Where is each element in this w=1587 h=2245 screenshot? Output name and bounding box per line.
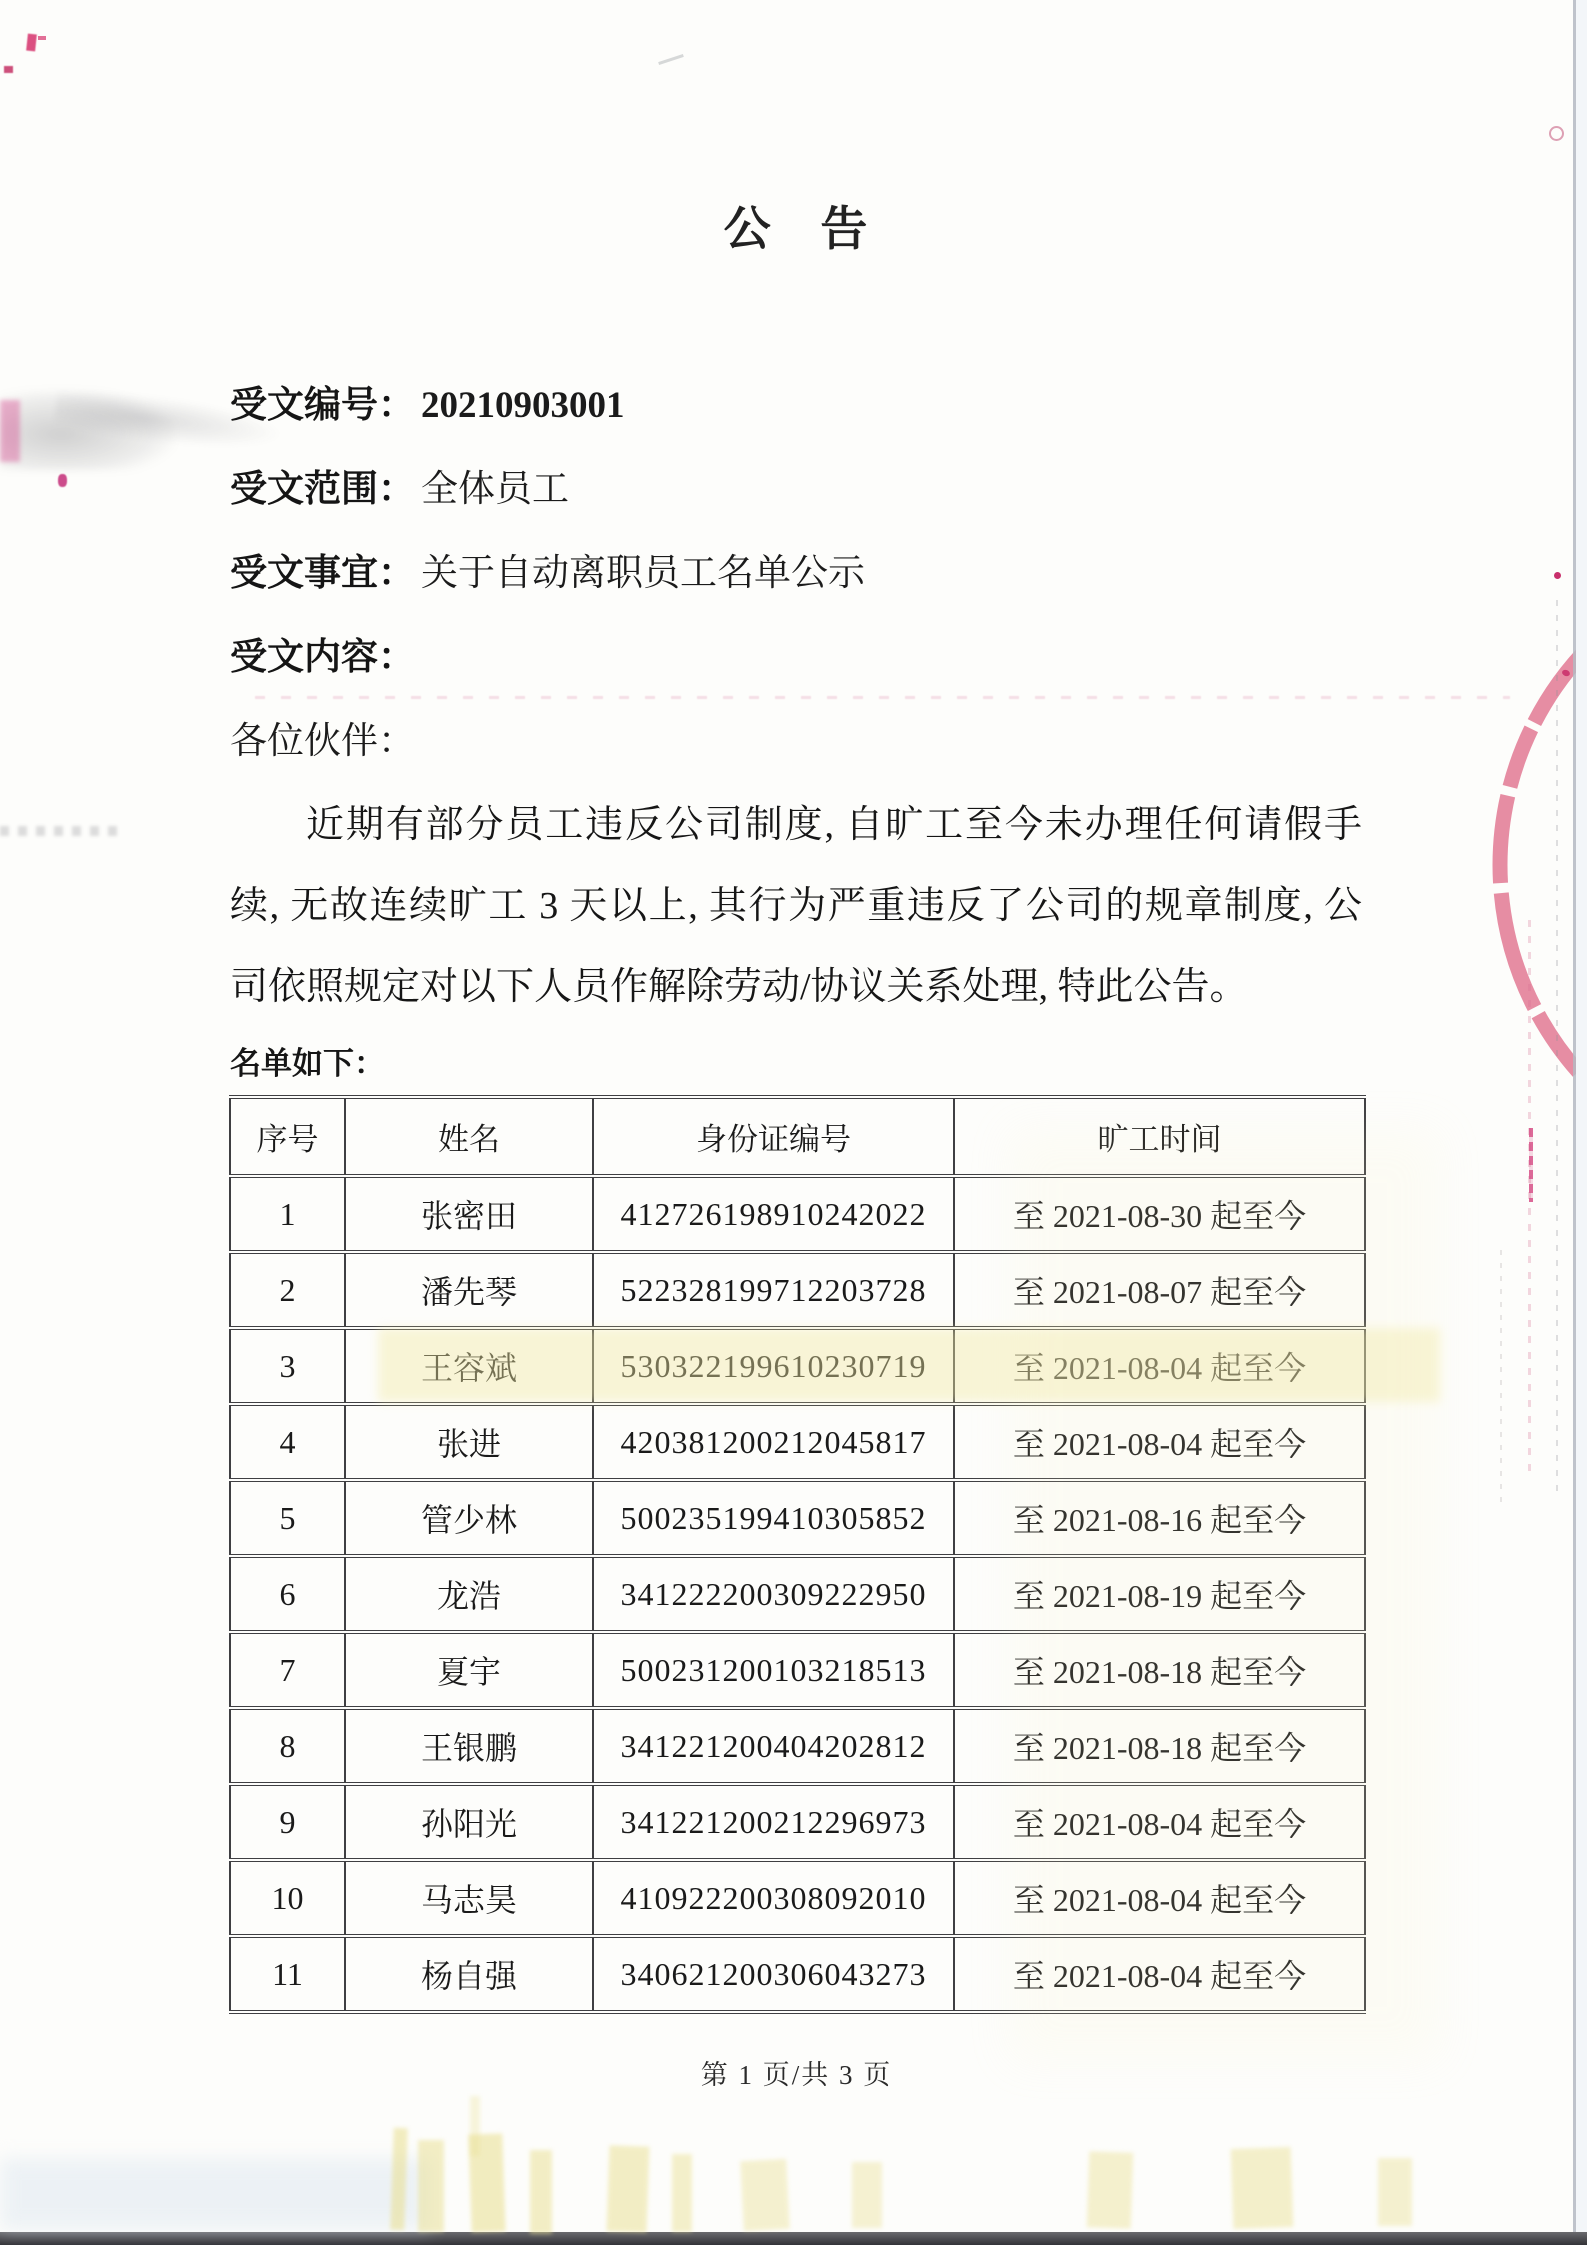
body-line: 近期有部分员工违反公司制度, 自旷工至今未办理任何请假手 [306, 804, 1362, 846]
absence-period: 至 2021-08-07 起至今 [954, 1252, 1365, 1328]
id-number: 500231200103218513 [593, 1632, 954, 1708]
header-name: 姓名 [345, 1097, 593, 1176]
field-subject-label: 受文事宜： [230, 553, 415, 594]
row-serial-number: 8 [230, 1708, 345, 1784]
field-doc-number [230, 383, 1370, 429]
id-number: 341222200309222950 [593, 1556, 954, 1632]
company-stamp [1428, 620, 1587, 1090]
scan-right-margin [1576, 0, 1587, 2245]
scan-artifact [38, 36, 46, 40]
absence-period: 至 2021-08-18 起至今 [954, 1632, 1365, 1708]
highlighter-smear [1087, 2151, 1134, 2228]
id-number: 341221200212296973 [593, 1784, 954, 1860]
row-serial-number: 5 [230, 1480, 345, 1556]
row-serial-number: 4 [230, 1404, 345, 1480]
highlighter-smear [607, 2145, 650, 2232]
scan-artifact [1554, 572, 1561, 579]
scan-artifact [1010, 1130, 1440, 2060]
scan-artifact [0, 826, 120, 836]
body-line: 司依照规定对以下人员作解除劳动/协议关系处理, 特此公告。 [230, 966, 1248, 1008]
scan-artifact [58, 474, 67, 487]
row-serial-number: 1 [230, 1176, 345, 1252]
scan-artifact [0, 2158, 430, 2230]
header-serial-number: 序号 [230, 1097, 345, 1176]
scan-artifact [1549, 126, 1564, 141]
employee-name: 马志昊 [345, 1860, 593, 1936]
row-serial-number: 11 [230, 1936, 345, 2012]
absence-period: 至 2021-08-04 起至今 [954, 1860, 1365, 1936]
row-serial-number: 9 [230, 1784, 345, 1860]
employee-name: 王容斌 [345, 1328, 593, 1404]
highlighter-smear [672, 2154, 692, 2232]
field-scope-label: 受文范围： [230, 469, 415, 510]
scan-bottom-edge [0, 2232, 1587, 2245]
list-intro: 名单如下： [230, 1046, 385, 1081]
highlighter-smear [470, 2096, 480, 2156]
absence-period: 至 2021-08-04 起至今 [954, 1328, 1365, 1404]
absence-period: 至 2021-08-19 起至今 [954, 1556, 1365, 1632]
field-doc-number-value: 20210903001 [421, 385, 625, 426]
id-number: 340621200306043273 [593, 1936, 954, 2012]
scan-artifact [255, 696, 1510, 699]
page-title: 公 告 [723, 204, 870, 256]
highlighter-smear [1378, 2158, 1412, 2226]
highlighter-smear [740, 2159, 790, 2231]
absence-period: 至 2021-08-04 起至今 [954, 1404, 1365, 1480]
id-number: 420381200212045817 [593, 1404, 954, 1480]
scan-artifact [1500, 1250, 1502, 1510]
scan-artifact [0, 400, 20, 462]
absence-period: 至 2021-08-04 起至今 [954, 1784, 1365, 1860]
employee-name: 孙阳光 [345, 1784, 593, 1860]
id-number: 522328199712203728 [593, 1252, 954, 1328]
id-number: 530322199610230719 [593, 1328, 954, 1404]
employee-name: 龙浩 [345, 1556, 593, 1632]
header-id-number: 身份证编号 [593, 1097, 954, 1176]
scan-artifact [1556, 600, 1558, 1500]
absence-period: 至 2021-08-16 起至今 [954, 1480, 1365, 1556]
employee-name: 王银鹏 [345, 1708, 593, 1784]
scan-artifact [1529, 1128, 1533, 1202]
field-subject-value: 关于自动离职员工名单公示 [421, 553, 865, 594]
absence-period: 至 2021-08-18 起至今 [954, 1708, 1365, 1784]
employee-name: 张密田 [345, 1176, 593, 1252]
field-subject [230, 551, 1370, 597]
id-number: 410922200308092010 [593, 1860, 954, 1936]
absence-period: 至 2021-08-30 起至今 [954, 1176, 1365, 1252]
field-doc-number-label: 受文编号： [230, 385, 415, 426]
employee-name: 潘先琴 [345, 1252, 593, 1328]
scan-artifact [26, 34, 37, 52]
row-serial-number: 3 [230, 1328, 345, 1404]
scan-page-edge-line [1573, 0, 1576, 2245]
scan-artifact [658, 54, 684, 65]
row-serial-number: 2 [230, 1252, 345, 1328]
id-number: 341221200404202812 [593, 1708, 954, 1784]
employee-name: 张进 [345, 1404, 593, 1480]
salutation: 各位伙伴： [230, 721, 415, 762]
id-number: 412726198910242022 [593, 1176, 954, 1252]
highlighter-smear [418, 2140, 444, 2232]
row-serial-number: 10 [230, 1860, 345, 1936]
row-serial-number: 6 [230, 1556, 345, 1632]
header-absence-period: 旷工时间 [954, 1097, 1365, 1176]
id-number: 500235199410305852 [593, 1480, 954, 1556]
page-number-indicator: 第 1 页/共 3 页 [700, 2060, 893, 2090]
body-line: 续, 无故连续旷工 3 天以上, 其行为严重违反了公司的规章制度, 公 [230, 885, 1362, 927]
employee-name: 杨自强 [345, 1936, 593, 2012]
highlighter-smear [852, 2162, 882, 2228]
field-content [230, 635, 1370, 681]
field-content-label: 受文内容： [230, 637, 415, 678]
scan-artifact [4, 66, 13, 73]
highlighter-smear [1231, 2147, 1294, 2229]
employee-name: 夏宇 [345, 1632, 593, 1708]
employee-name: 管少林 [345, 1480, 593, 1556]
field-scope-value: 全体员工 [421, 469, 569, 510]
highlighter-smear [530, 2150, 552, 2234]
absence-period: 至 2021-08-04 起至今 [954, 1936, 1365, 2012]
row-serial-number: 7 [230, 1632, 345, 1708]
field-scope [230, 467, 1370, 513]
